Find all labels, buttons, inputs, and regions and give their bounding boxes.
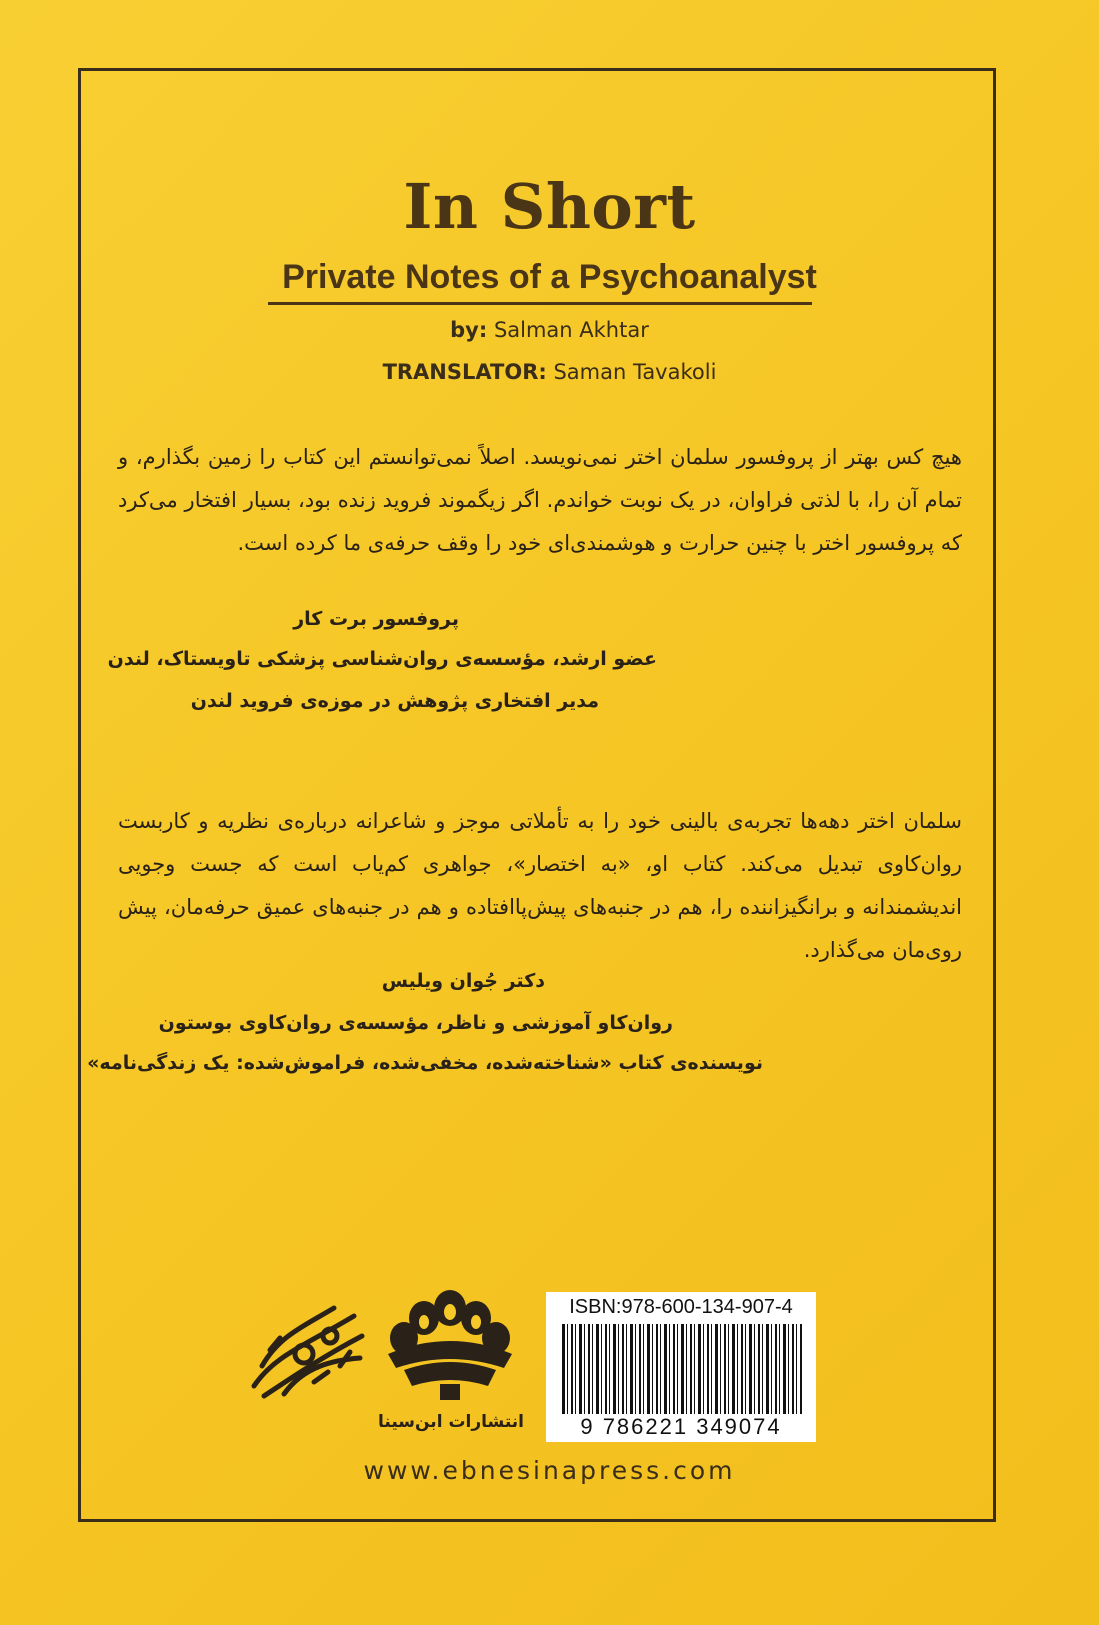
blurb-2-text: سلمان اختر دهه‌ها تجربه‌ی بالینی خود را به تأملاتی موجز و شاعرانه درباره‌ی نظریه و کاربست روان‌کاوی تبدیل می‌کند. کتاب او، «به اختصار»، جواهری کم‌یاب است که جست وجویی اندیشمندانه و برانگیزاننده را، هم در جنبه‌های پیش‌پاافتاده و هم در جنبه‌های عمیق حرفه‌مان، پیش روی‌مان می‌گذارد.: [118, 809, 962, 962]
blurb-2-signature-book: نویسنده‌ی کتاب «شناخته‌شده، مخفی‌شده، فراموش‌شده: یک زندگی‌نامه»: [87, 1052, 763, 1074]
blurb-2-signature-affiliation: روان‌کاو آموزشی و ناظر، مؤسسه‌ی روان‌کاوی بوستون: [158, 1012, 673, 1034]
blurb-1-signature-name: پروفسور برت کار: [293, 608, 459, 630]
translator-credit: [0, 360, 1099, 384]
blurb-2-signature-name: دکتر جُوان ویلیس: [381, 970, 545, 992]
book-subtitle: Private Notes of a Psychoanalyst: [282, 258, 817, 296]
author-credit: [0, 318, 1099, 342]
publisher-logo-icon: [380, 1288, 520, 1408]
blurb-1-signature-affiliation: عضو ارشد، مؤسسه‌ی روان‌شناسی پزشکی تاویستاک، لندن: [107, 648, 657, 670]
subtitle-underline: [268, 302, 812, 305]
publisher-name: انتشارات ابن‌سینا: [378, 1412, 524, 1432]
barcode-icon: [562, 1324, 802, 1416]
translator-name: Saman Tavakoli: [553, 360, 717, 384]
isbn-label: ISBN:978-600-134-907-4: [569, 1296, 793, 1318]
author-name: Salman Akhtar: [493, 318, 649, 342]
author-label: by:: [450, 318, 488, 342]
book-title: In Short: [403, 170, 696, 243]
blurb-1-signature-role: مدیر افتخاری پژوهش در موزه‌ی فروید لندن: [190, 690, 599, 712]
barcode-digits: 9 786221 349074: [546, 1414, 816, 1440]
calligraphy-emblem-icon: [244, 1296, 370, 1408]
publisher-website: www.ebnesinapress.com: [363, 1456, 736, 1485]
translator-label: TRANSLATOR:: [382, 360, 547, 384]
blurb-1-text: هیچ کس بهتر از پروفسور سلمان اختر نمی‌نویسد. اصلاً نمی‌توانستم این کتاب را زمین بگذارم، و تمام آن را، با لذتی فراوان، در یک نوبت خواندم. اگر زیگموند فروید زنده بود، بسیار افتخار می‌کرد که پروفسور اختر با چنین حرارت و هوشمندی‌ای خود را وقف حرفه‌ی ما کرده است.: [118, 445, 962, 555]
